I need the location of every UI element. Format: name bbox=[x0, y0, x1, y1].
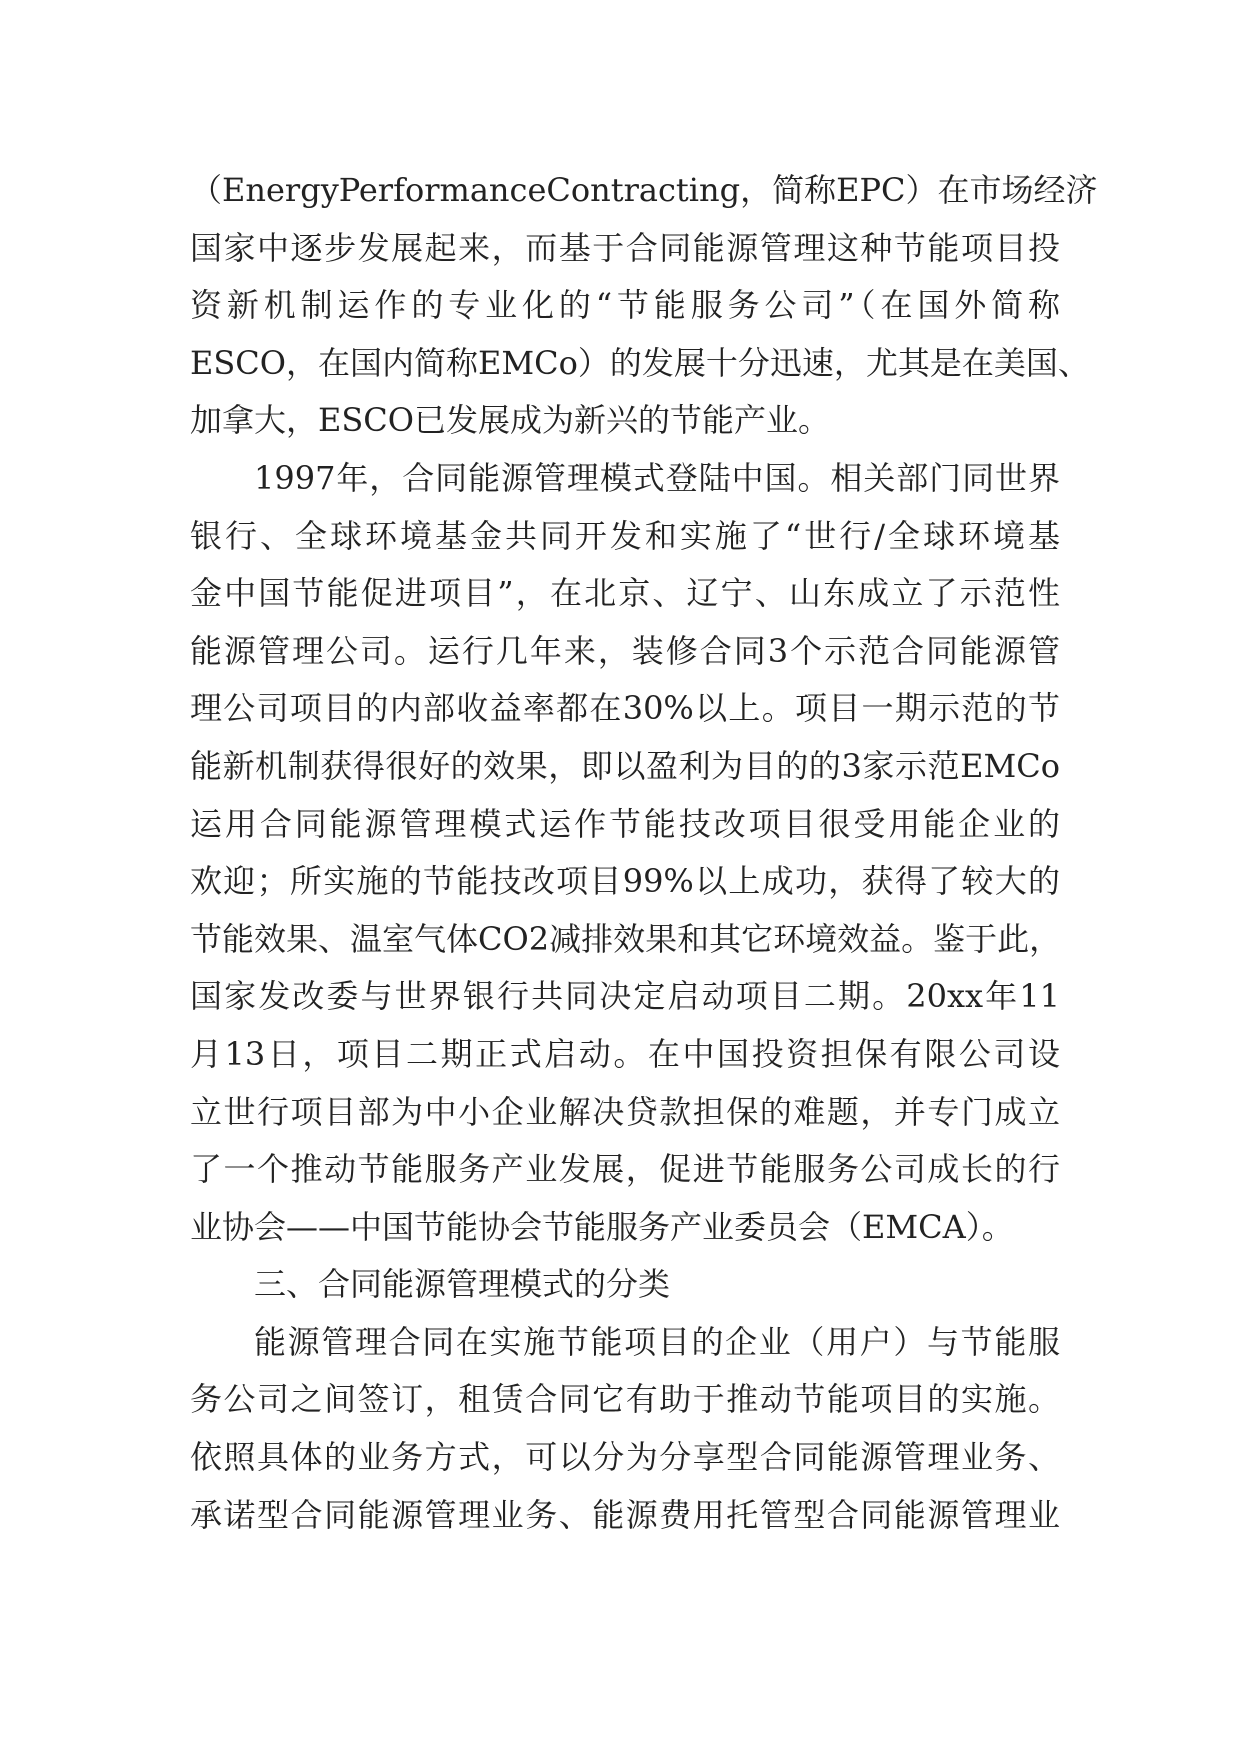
text-line: 立世行项目部为中小企业解决贷款担保的难题，并专门成立 bbox=[190, 1092, 1060, 1131]
text-line: 运用合同能源管理模式运作节能技改项目很受用能企业的 bbox=[190, 804, 1060, 843]
text-line: （EnergyPerformanceContracting，简称EPC）在市场经济 bbox=[190, 171, 1098, 209]
text-line: 业协会——中国节能协会节能服务产业委员会（EMCA）。 bbox=[190, 1207, 1014, 1246]
text-line: 能源管理公司。运行几年来，装修合同3个示范合同能源管 bbox=[190, 631, 1060, 670]
text-line: 能新机制获得很好的效果，即以盈利为目的的3家示范EMCo bbox=[190, 746, 1060, 785]
paragraph-start-line: 1997年，合同能源管理模式登陆中国。相关部门同世界 bbox=[254, 458, 1060, 497]
text-line: 理公司项目的内部收益率都在30%以上。项目一期示范的节 bbox=[190, 689, 1060, 728]
text-line: 加拿大，ESCO已发展成为新兴的节能产业。 bbox=[190, 401, 831, 440]
document-page bbox=[190, 162, 1098, 1544]
text-line: 承诺型合同能源管理业务、能源费用托管型合同能源管理业 bbox=[190, 1495, 1060, 1534]
text-line: ESCO，在国内简称EMCo）的发展十分迅速，尤其是在美国、 bbox=[190, 343, 1090, 382]
text-line: 国家发改委与世界银行共同决定启动项目二期。20xx年11 bbox=[190, 977, 1060, 1016]
section-heading: 三、合同能源管理模式的分类 bbox=[254, 1265, 671, 1304]
text-line: 依照具体的业务方式，可以分为分享型合同能源管理业务、 bbox=[190, 1438, 1060, 1477]
text-line: 月13日，项目二期正式启动。在中国投资担保有限公司设 bbox=[190, 1034, 1060, 1073]
text-line: 了一个推动节能服务产业发展，促进节能服务公司成长的行 bbox=[190, 1150, 1060, 1189]
text-line: 银行、全球环境基金共同开发和实施了“世行/全球环境基 bbox=[190, 516, 1060, 555]
text-line: 欢迎；所实施的节能技改项目99%以上成功，获得了较大的 bbox=[190, 862, 1060, 901]
paragraph-start-line: 能源管理合同在实施节能项目的企业（用户）与节能服 bbox=[254, 1322, 1060, 1361]
text-line: 国家中逐步发展起来，而基于合同能源管理这种节能项目投 bbox=[190, 228, 1060, 267]
text-line: 资新机制运作的专业化的“节能服务公司”（在国外简称 bbox=[190, 286, 1060, 325]
text-line: 节能效果、温室气体CO2减排效果和其它环境效益。鉴于此， bbox=[190, 919, 1062, 958]
text-line: 金中国节能促进项目”，在北京、辽宁、山东成立了示范性 bbox=[190, 574, 1060, 613]
text-line: 务公司之间签订，租赁合同它有助于推动节能项目的实施。 bbox=[190, 1380, 1060, 1419]
